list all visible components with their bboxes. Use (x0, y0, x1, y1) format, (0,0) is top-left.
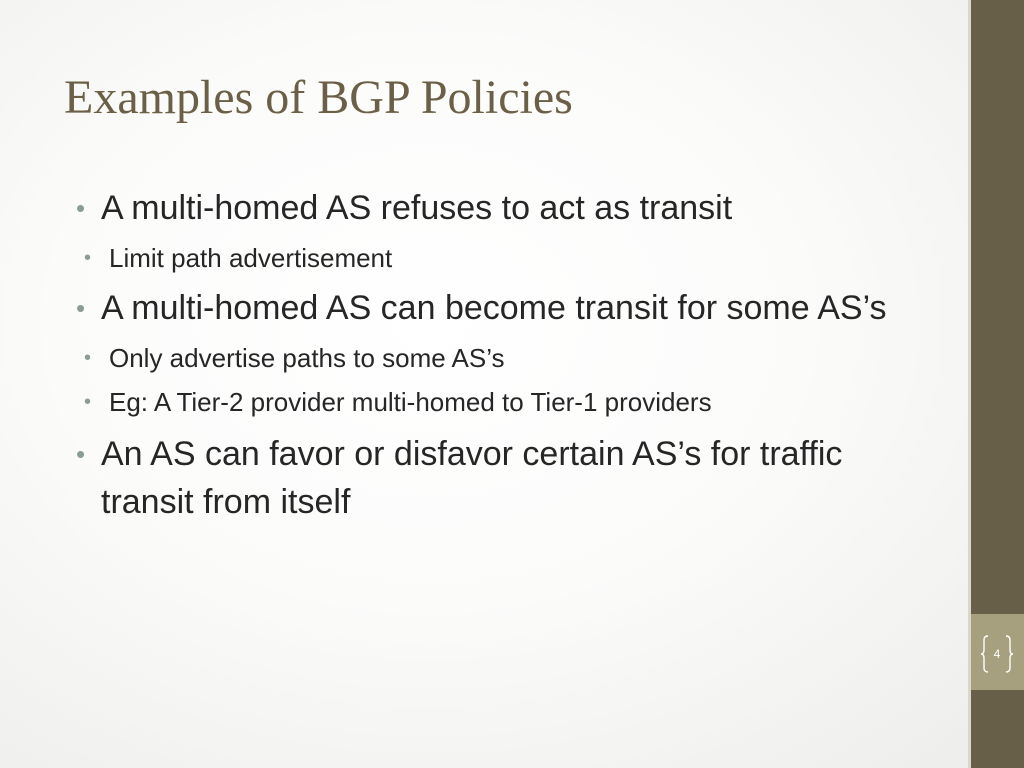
sub-bullet-group (76, 236, 936, 280)
page-number-badge (979, 634, 1015, 674)
bullet-text: A multi-homed AS refuses to act as transit (101, 189, 733, 227)
sub-bullet-text: Only advertise paths to some AS’s (109, 343, 505, 373)
bullet-text: An AS can favor or disfavor certain AS’s for traffic transit from itself (101, 435, 843, 521)
bullet-item (76, 184, 936, 232)
sub-bullet-list (84, 236, 936, 280)
sub-bullet-text: Eg: A Tier-2 provider multi-homed to Tier-1 providers (109, 387, 712, 417)
sub-bullet-icon: • (84, 247, 92, 269)
page-number: 4 (993, 647, 1001, 661)
sub-bullet-item (84, 380, 936, 426)
bullet-item (76, 284, 936, 332)
sub-bullet-list (84, 336, 936, 426)
bullet-list (76, 184, 936, 528)
sub-bullet-text: Limit path advertisement (109, 243, 393, 273)
bullet-icon: • (76, 293, 86, 323)
slide-title: Examples of BGP Policies (64, 71, 573, 124)
sub-bullet-group (76, 336, 936, 426)
sub-bullet-icon: • (84, 391, 92, 413)
bullet-icon: • (76, 193, 86, 223)
sub-bullet-item (84, 236, 936, 280)
bullet-item (76, 430, 936, 526)
bullet-text: A multi-homed AS can become transit for some AS’s (101, 289, 887, 327)
sub-bullet-icon: • (84, 347, 92, 369)
bullet-icon: • (76, 439, 86, 469)
sub-bullet-item (84, 336, 936, 380)
